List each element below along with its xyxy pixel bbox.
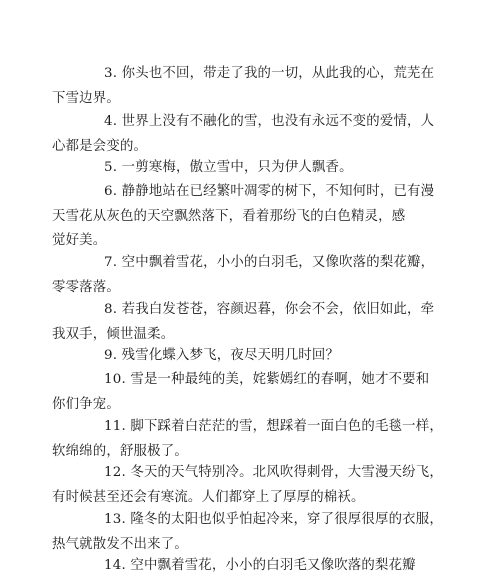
paragraph-7 (52, 251, 438, 300)
text-line: 零零落落。 (52, 279, 120, 295)
paragraph-6 (52, 180, 438, 254)
text-line: 12. 冬天的天气特别冷。北风吹得刺骨，大雪漫天纷飞， (104, 465, 443, 480)
text-line: 8. 若我白发苍苍，容颜迟暮，你会不会，依旧如此，牵 (104, 302, 435, 317)
text-line: 天雪花从灰色的天空飘然落下，看着那纷飞的白色精灵，感 (52, 208, 406, 224)
paragraph-3 (52, 62, 438, 111)
paragraph-9 (78, 344, 438, 369)
text-line: 觉好美。 (52, 233, 107, 248)
text-line: 软绵绵的，舒服极了。 (52, 443, 188, 459)
text-line: 7. 空中飘着雪花，小小的白羽毛，又像吹落的梨花瓣， (104, 255, 435, 270)
paragraph-11 (52, 415, 443, 464)
text-line: 你们争宠。 (52, 396, 120, 412)
paragraph-14-partial (78, 554, 438, 579)
text-line: 10. 雪是一种最纯的美，姹紫嫣红的春啊，她才不要和 (104, 372, 430, 387)
text-line: 我双手，倾世温柔。 (52, 326, 175, 342)
text-line: 3. 你头也不回，带走了我的一切，从此我的心，荒芜在 (104, 66, 435, 81)
text-line: 9. 残雪化蝶入梦飞，夜尽天明几时回？ (104, 348, 340, 363)
text-line: 14. 空中飘着雪花，小小的白羽毛又像吹落的梨花瓣 (104, 558, 416, 573)
text-line: 13. 隆冬的太阳也似乎怕起冷来，穿了很厚很厚的衣服， (104, 512, 443, 527)
paragraph-10 (52, 368, 438, 417)
paragraph-13 (52, 508, 443, 557)
paragraph-5 (78, 156, 438, 181)
text-line: 心都是会变的。 (52, 138, 148, 154)
text-line: 热气就散发不出来了。 (52, 536, 188, 552)
paragraph-4 (52, 110, 438, 159)
paragraph-12 (52, 461, 443, 510)
text-line: 下雪边界。 (52, 90, 120, 106)
text-line: 5. 一剪寒梅，傲立雪中，只为伊人飘香。 (104, 160, 353, 175)
paragraph-8 (52, 298, 438, 347)
text-line: 有时候甚至还会有寒流。人们都穿上了厚厚的棉袄。 (52, 489, 365, 505)
text-line: 4. 世界上没有不融化的雪，也没有永远不变的爱情，人 (104, 114, 435, 129)
text-line: 11. 脚下踩着白茫茫的雪，想踩着一面白色的毛毯一样， (104, 419, 443, 434)
text-line: 6. 静静地站在已经繁叶凋零的树下，不知何时，已有漫 (104, 184, 435, 199)
